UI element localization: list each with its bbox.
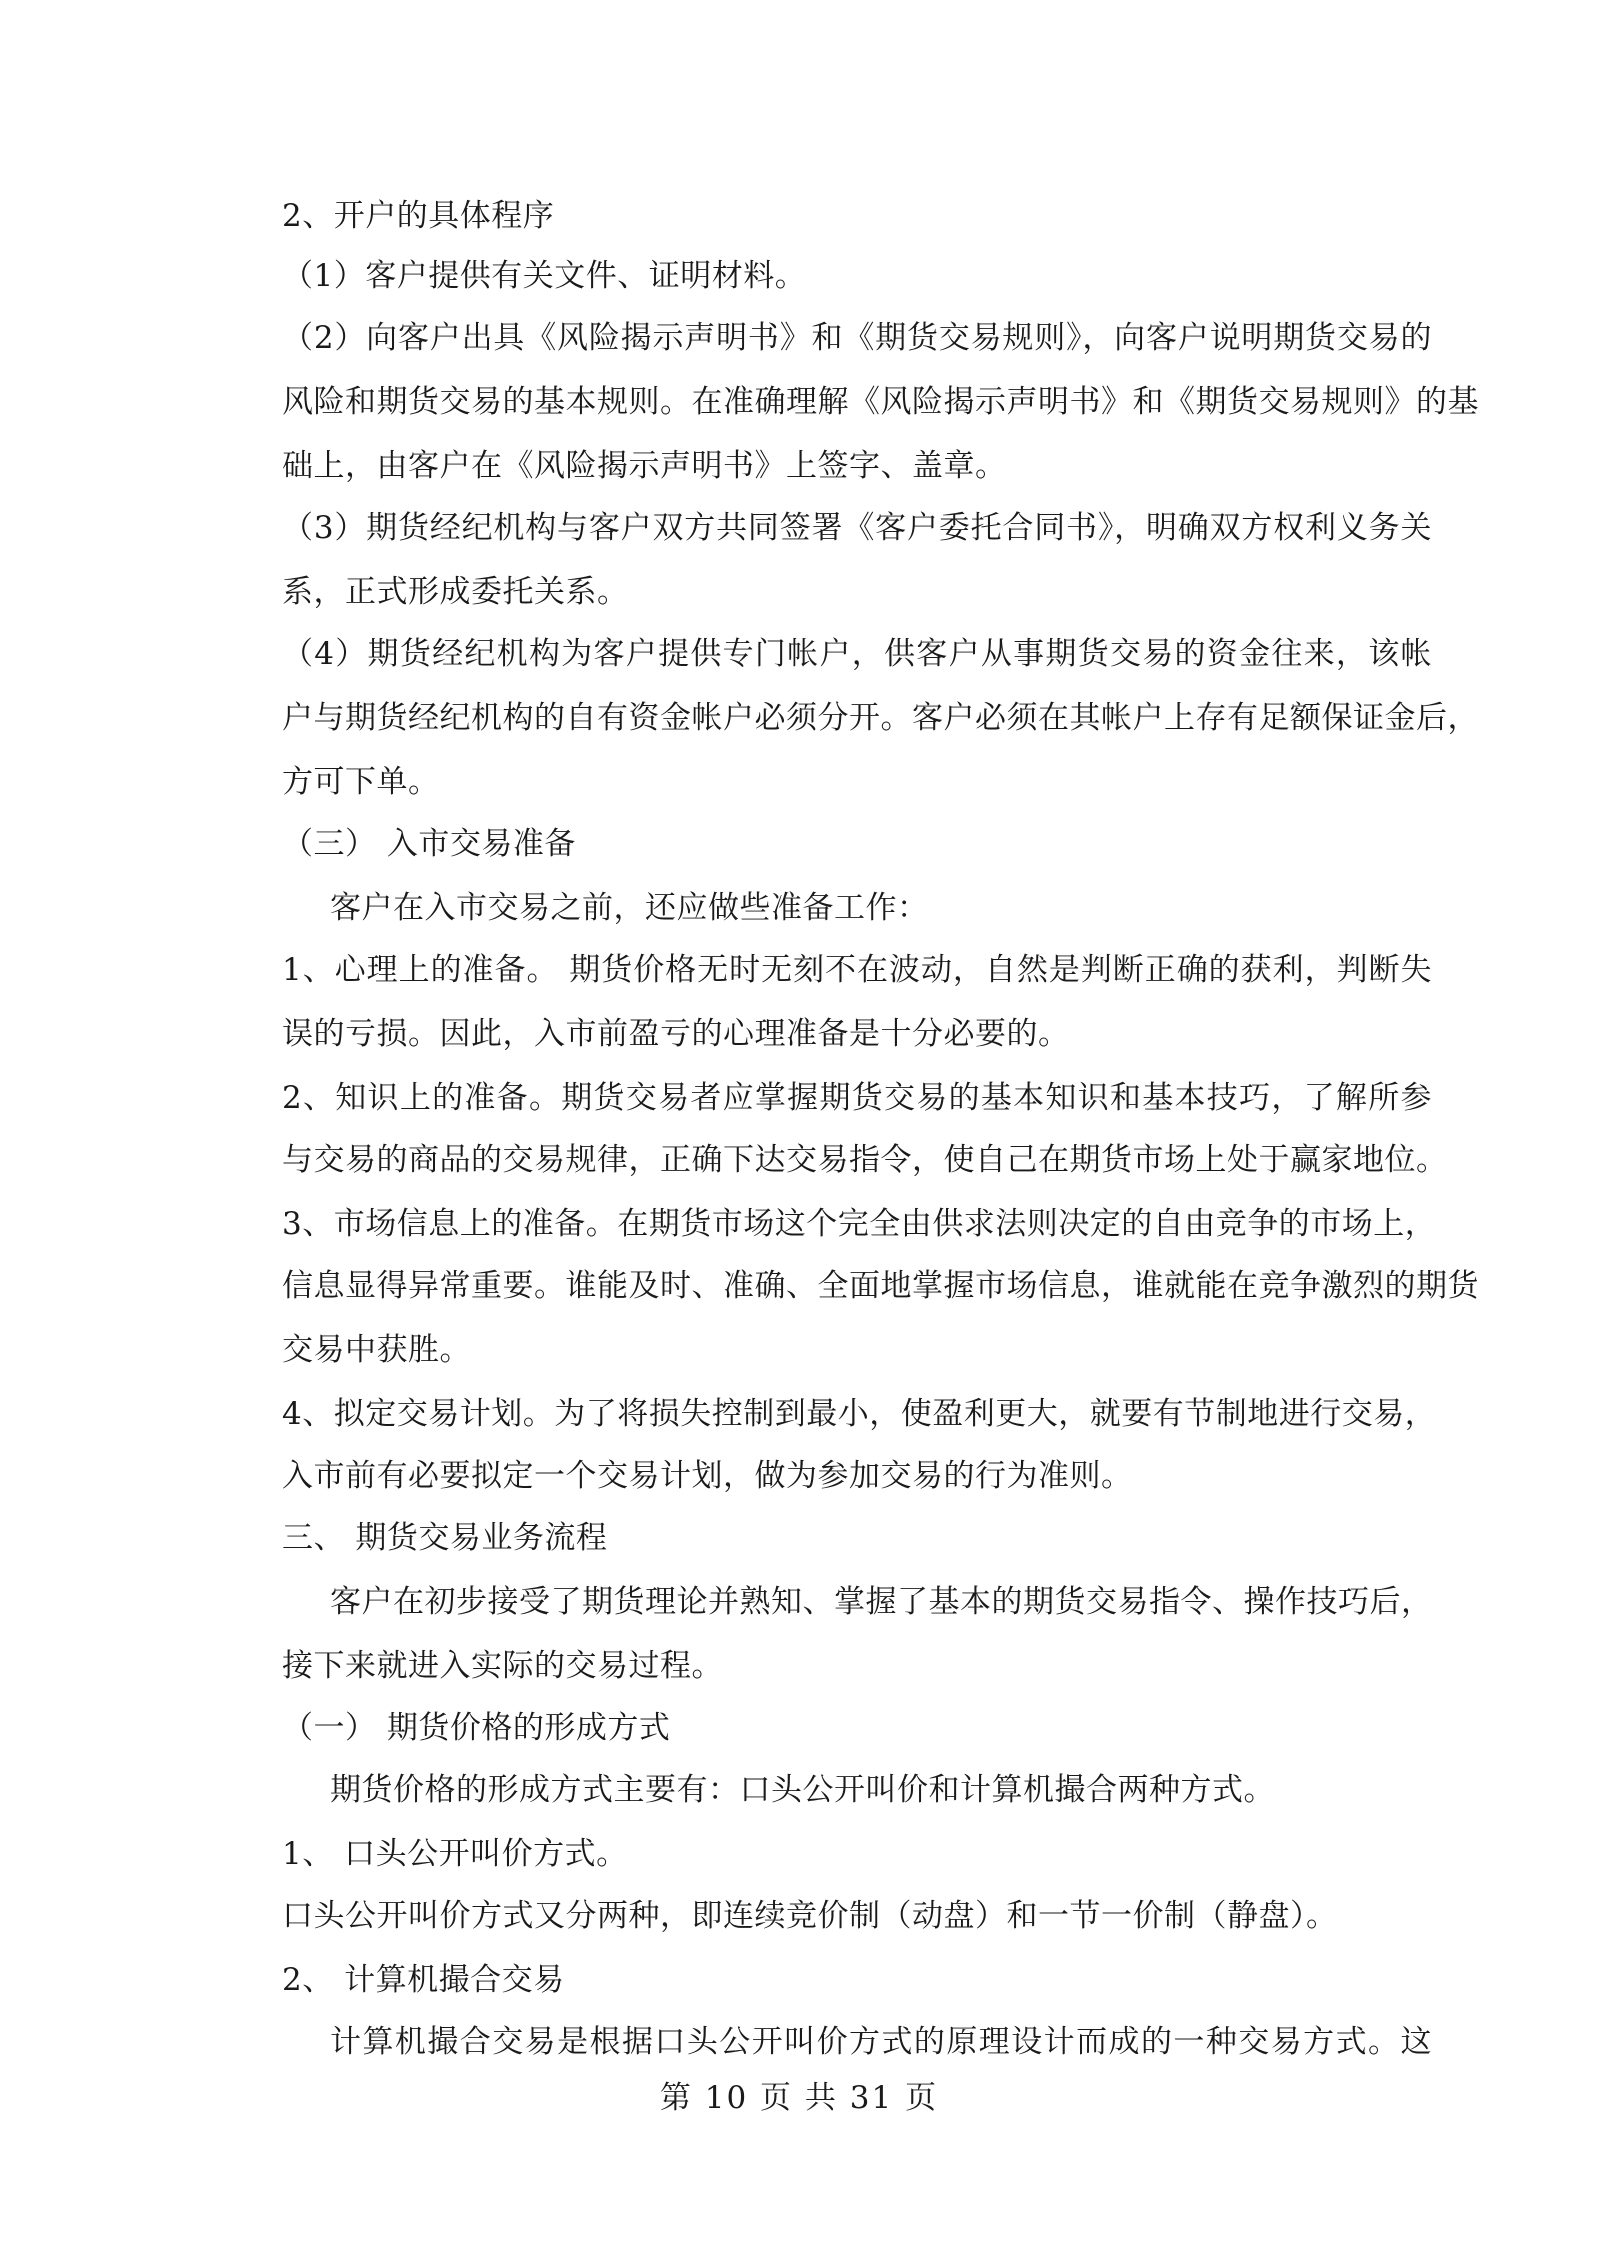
text-line: 方可下单。 — [282, 764, 440, 800]
text-line: 础上，由客户在《风险揭示声明书》上签字、盖章。 — [282, 448, 1007, 484]
text-line: 接下来就进入实际的交易过程。 — [282, 1648, 723, 1684]
text-line: 客户在入市交易之前，还应做些准备工作： — [330, 890, 929, 926]
section-heading: 三、 期货交易业务流程 — [282, 1520, 608, 1556]
text-line: 2、知识上的准备。期货交易者应掌握期货交易的基本知识和基本技巧，了解所参 — [282, 1080, 1432, 1116]
text-line: （2）向客户出具《风险揭示声明书》和《期货交易规则》，向客户说明期货交易的 — [282, 320, 1432, 356]
text-line: （1）客户提供有关文件、证明材料。 — [282, 258, 807, 294]
text-line: （4）期货经纪机构为客户提供专门帐户，供客户从事期货交易的资金往来，该帐 — [282, 636, 1432, 672]
section-heading: （三） 入市交易准备 — [282, 826, 576, 862]
text-line: 户与期货经纪机构的自有资金帐户必须分开。客户必须在其帐户上存有足额保证金后， — [282, 700, 1479, 736]
text-line: 3、市场信息上的准备。在期货市场这个完全由供求法则决定的自由竞争的市场上， — [282, 1206, 1437, 1242]
text-line: 4、拟定交易计划。为了将损失控制到最小，使盈利更大，就要有节制地进行交易， — [282, 1396, 1437, 1432]
section-heading: （一） 期货价格的形成方式 — [282, 1710, 671, 1746]
text-line: 2、开户的具体程序 — [282, 198, 555, 234]
text-line: 风险和期货交易的基本规则。在准确理解《风险揭示声明书》和《期货交易规则》的基 — [282, 384, 1479, 420]
text-line: 期货价格的形成方式主要有：口头公开叫价和计算机撮合两种方式。 — [330, 1772, 1275, 1808]
text-line: 1、心理上的准备。 期货价格无时无刻不在波动，自然是判断正确的获利，判断失 — [282, 952, 1432, 988]
text-line: 口头公开叫价方式又分两种，即连续竞价制（动盘）和一节一价制（静盘）。 — [282, 1898, 1338, 1934]
text-line: 误的亏损。因此，入市前盈亏的心理准备是十分必要的。 — [282, 1016, 1070, 1052]
subsection-heading: 2、 计算机撮合交易 — [282, 1962, 565, 1998]
text-line: 入市前有必要拟定一个交易计划，做为参加交易的行为准则。 — [282, 1458, 1133, 1494]
text-line: 计算机撮合交易是根据口头公开叫价方式的原理设计而成的一种交易方式。这 — [330, 2024, 1432, 2060]
text-line: 交易中获胜。 — [282, 1332, 471, 1368]
subsection-heading: 1、 口头公开叫价方式。 — [282, 1836, 628, 1872]
page-number: 第 10 页 共 31 页 — [659, 2080, 939, 2116]
text-line: 系，正式形成委托关系。 — [282, 574, 629, 610]
text-line: 信息显得异常重要。谁能及时、准确、全面地掌握市场信息，谁就能在竞争激烈的期货 — [282, 1268, 1479, 1304]
text-line: 客户在初步接受了期货理论并熟知、掌握了基本的期货交易指令、操作技巧后， — [330, 1584, 1433, 1620]
text-line: 与交易的商品的交易规律，正确下达交易指令，使自己在期货市场上处于赢家地位。 — [282, 1142, 1448, 1178]
text-line: （3）期货经纪机构与客户双方共同签署《客户委托合同书》，明确双方权利义务关 — [282, 510, 1432, 546]
